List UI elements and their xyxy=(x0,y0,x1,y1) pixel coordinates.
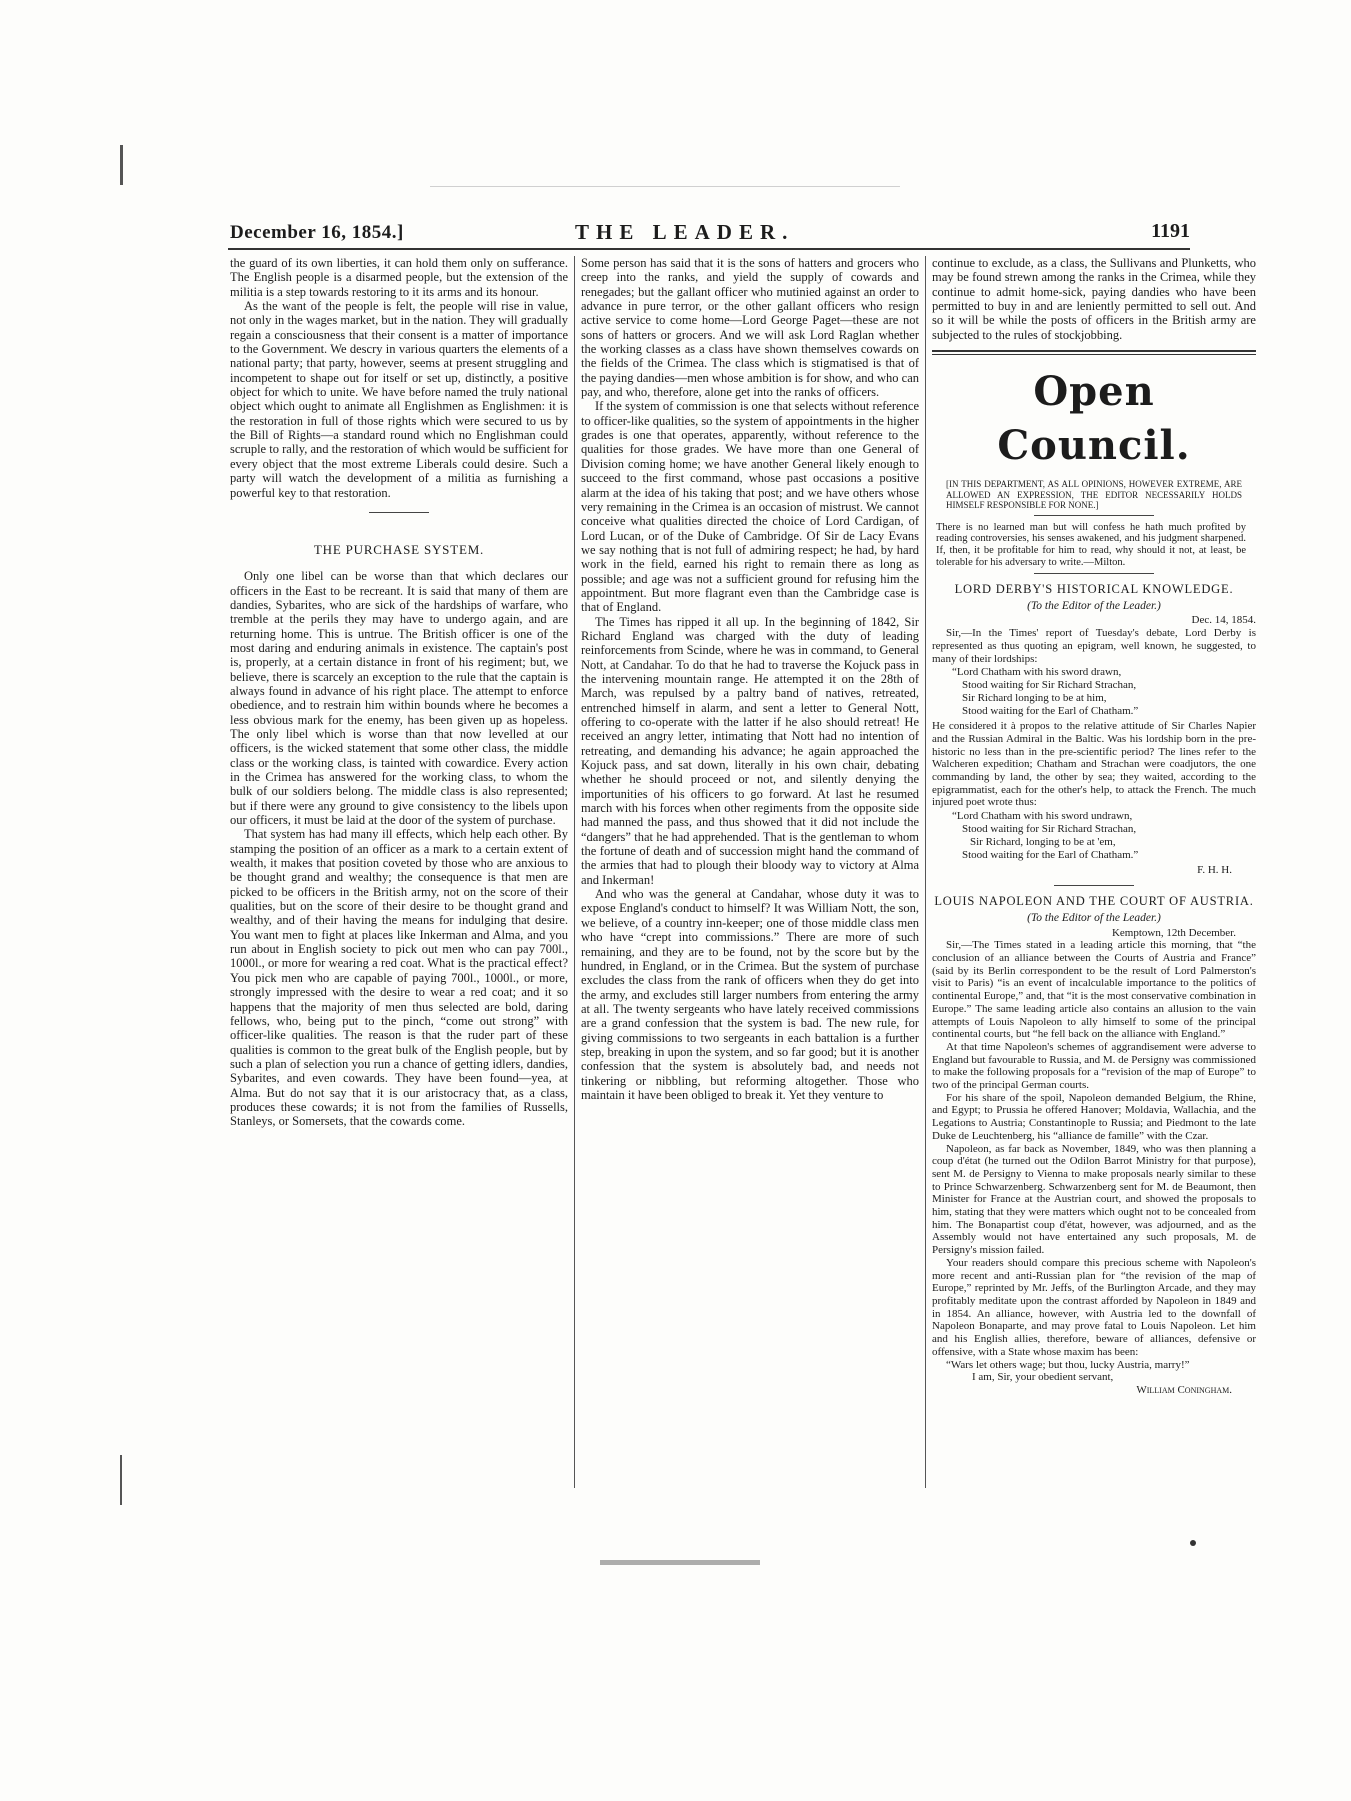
section-divider xyxy=(1054,885,1134,886)
scan-artifact-smudge xyxy=(600,1560,760,1565)
paragraph: Sir,—The Times stated in a leading article this morning, that “the conclusion of an alliance between the Courts of Austria and France” (said by its Berlin correspondent to be the result of Lord Palmerston's visit to Paris) “is an event of incalculable importance to the politics of continental Europe,” and, that “it is the most conservative combination in Europe.” The same leading article also contains an allusion to the vain attempts of Louis Napoleon to ally himself to some of the principal continental courts, but “he fell back on the alliance with England.” xyxy=(932,939,1256,1041)
verse xyxy=(952,810,1256,862)
paragraph: The Times has ripped it all up. In the beginning of 1842, Sir Richard England was charged with the duty of leading reinforcements from Scinde, where he was in command, to General Nott, at Candahar. To do that he had to traverse the Kojuck pass in the intervening mountain range. He attempted it on the 28th of March, was repulsed by a paltry band of natives, retreated, entrenched himself in alarm, and sent a letter to General Nott, offering to co-operate with the latter if he also should retreat! He received an angry letter, intimating that Nott had no intention of retreating, and demanding his advance; he again approached the Kojuck pass, and sat down, literally in his own chair, debating whether he should proceed or not, and silently denying the importunities of his officers to go forward. At last he resumed march with his forces when other regiments from the opposite side had manned the pass, and thus showed that it did not include the “dangers” that he had apprehended. That is the gentleman to whom the fortune of death and of succession might hand the command of the armies that had to plough their bloody way to victory at Alma and Inkerman! xyxy=(581,614,919,887)
verse-line: Stood waiting for the Earl of Chatham.” xyxy=(962,705,1139,718)
letter-signature: William Coningham. xyxy=(1136,1383,1232,1396)
paragraph: At that time Napoleon's schemes of aggrandisement were adverse to England but favourable to Russia, and M. de Persigny was commissioned to make the following proposals for a “revision of the map of Europe” to two of the principal German courts. xyxy=(932,1040,1256,1092)
verse-line: Sir Richard longing to be at him, xyxy=(962,692,1107,705)
letter-signature: F. H. H. xyxy=(1197,864,1232,877)
column-divider xyxy=(574,256,575,1488)
margin-mark-top xyxy=(120,145,123,185)
column-2 xyxy=(581,256,919,1486)
epigraph: There is no learned man but will confess he hath much profited by reading controversies, his senses awakened, and his judgment sharpened. If, then, it be profitable for him to read, why should it not, at least, be tolerable for his adversary to write.—Milton. xyxy=(936,521,1246,568)
letter-date: Kemptown, 12th December. xyxy=(1111,926,1236,939)
masthead xyxy=(230,222,1190,246)
column-3 xyxy=(932,256,1256,1486)
paragraph: Your readers should compare this precious scheme with Napoleon's more recent and anti-Russian plan for “the revision of the map of Europe,” reprinted by Mr. Jeffs, of the Burlington Arcade, and they may profitably meditate upon the contrast afforded by Napoleon in 1849 and in 1854. An alliance, however, with Austria led to the downfall of Napoleon Bonaparte, and may prove fatal to Louis Napoleon. Let him and his English allies, therefore, beware of alliances, defensive or offensive, with a State whose maxim has been: xyxy=(932,1256,1256,1358)
letter-closing: I am, Sir, your obedient servant, xyxy=(972,1371,1114,1384)
column-1 xyxy=(230,256,568,1486)
section-title: Open Council. xyxy=(997,368,1191,470)
verse-line: Stood waiting for Sir Richard Strachan, xyxy=(962,679,1137,692)
letter-date: Dec. 14, 1854. xyxy=(1191,614,1256,627)
letter-heading: LORD DERBY'S HISTORICAL KNOWLEDGE. xyxy=(954,581,1234,596)
paragraph: Some person has said that it is the sons of hatters and grocers who creep into the ranks, and yield the supply of cowards and renegades; but the gallant officer who mutinied against an order to advance in pure terror, or the other gallant officers who resign active service to come home—Lord George Paget—these are not sons of hatters or grocers. And we will ask Lord Raglan whether the working classes as a class have shown themselves cowards on the fields of the Crimea. The class which is stigmatised is that of the paying dandies—men whose ambition is for show, and who can pay, and who, therefore, alone get into the ranks of officers. xyxy=(581,256,919,400)
column-divider xyxy=(925,256,926,1488)
issue-date: December 16, 1854.] xyxy=(230,222,404,243)
paragraph: That system has had many ill effects, which help each other. By stamping the position of an officer as a mark to a certain extent of wealth, it makes that position coveted by those who are anxious to be thought grand and wealthy; the consequence is that men are picked to be officers in the British army, not on the score of their qualities, but on the score of their desire to be thought grand and wealthy, and of their having the means for indulging that desire. You want men to fight at places like Inkerman and Alma, and you run about in English society to pick out men who can pay 700l., 1000l., or more for wearing a red coat. What is the practical effect? You pick men who are capable of paying 700l., 1000l., or more, strongly impressed with the desire to wear a red coat; and it so happens that the majority of men thus selected are bold, daring fellows, who, being put to the pinch, “come out strong” with officer-like qualities. The reason is that the ruder part of these qualities is common to the great bulk of the English people, but by such a plan of selection you run a chance of getting idlers, dandies, Sybarites, and even cowards. They have been found—yea, at Alma. But do not say that it is our aristocracy that, as a class, produces these cowards; it is not from the families of Russells, Stanleys, or Somersets, that the cowards come. xyxy=(230,827,568,1129)
paragraph: And who was the general at Candahar, whose duty it was to expose England's conduct to himself? It was William Nott, the son, we believe, of a country inn-keeper; one of those middle class men who have “crept into commissions.” There are more of such remaining, and they are to be found, not by the score but by the hundred, in England, or in the Crimea. But the system of purchase excludes the class from the rank of officers when they do get into the army, and excludes still larger numbers from entering the army at all. The twenty sergeants who have lately received commissions are a grand confession that the system is bad. The new rule, for giving commissions to two sergeants in each battalion is a further step, breaking in upon the system, and so far good; but it is another confession that the system is absolutely bad, and needs not tinkering or nibbling, but reforming altogether. Those who maintain it have been obliged to break it. Yet they venture to xyxy=(581,887,919,1102)
section-divider xyxy=(1034,515,1154,516)
margin-mark-bottom xyxy=(120,1455,122,1505)
paragraph: Napoleon, as far back as November, 1849, who was then planning a coup d'état (he turned out the Odilon Barrot Ministry for that purpose), sent M. de Persigny to Vienna to make proposals nearly similar to these to Prince Schwarzenberg. Schwarzenberg sent for M. de Beaumont, then Minister for France at the Austrian court, and showed the proposals to him, stating that they were matters which ought not to be concealed from him. The Bonapartist coup d'état, however, was adjourned, and as the Assembly would not have entertained any such proposals, M. de Persigny's mission failed. xyxy=(932,1142,1256,1257)
verse-line: “Lord Chatham with his sword drawn, xyxy=(952,666,1122,679)
newspaper-title: THE LEADER. xyxy=(575,220,795,244)
paragraph: continue to exclude, as a class, the Sullivans and Plunketts, who may be found strewn among the ranks in the Crimea, while they continue to admit home-sick, paying dandies who have been permitted to buy in and are leniently permitted to sell out. And so it will be while the posts of officers in the British army are subjected to the rules of stockjobbing. xyxy=(932,256,1256,342)
letter-heading: LOUIS NAPOLEON AND THE COURT OF AUSTRIA. xyxy=(934,893,1254,908)
paragraph: Sir,—In the Times' report of Tuesday's debate, Lord Derby is represented as thus quoting an epigram, well known, he suggested, to many of their lordships: xyxy=(932,627,1256,665)
verse-line: Stood waiting for Sir Richard Strachan, xyxy=(962,823,1137,836)
masthead-rule xyxy=(228,248,1190,250)
page-number: 1191 xyxy=(1151,220,1190,242)
verse-line: Stood waiting for the Earl of Chatham.” xyxy=(962,849,1139,862)
letter-subhead: (To the Editor of the Leader.) xyxy=(1027,599,1161,612)
scan-artifact-line xyxy=(430,186,900,187)
section-divider xyxy=(1034,573,1154,574)
article-heading: THE PURCHASE SYSTEM. xyxy=(313,541,485,557)
section-divider xyxy=(369,512,429,513)
verse-line: “Lord Chatham with his sword undrawn, xyxy=(952,810,1133,823)
letter-subhead: (To the Editor of the Leader.) xyxy=(1027,911,1161,924)
paragraph: Only one libel can be worse than that which declares our officers in the East to be recreant. It is said that many of them are dandies, Sybarites, who are sick of the hardships of warfare, who tremble at the perils they may have to undergo again, and are returning home. This is untrue. The British officer is one of the most daring and enduring animals in existence. The captain's post is, properly, at a certain distance in front of his regiment; but, we believe, there is scarcely an exception to the rule that the captain is always found in advance of his right place. The attempt to enforce obedience, and to restrain him within bounds where he becomes a less obvious mark for the enemy, has been given up as hopeless. The only libel which is worse than that now levelled at our officers, is the wicked statement that some other class, the middle class or the working class, is tainted with cowardice. Every action in the Crimea has answered for the working class, to whom the bulk of our soldiers belong. The middle class is also represented; but if there were any ground to give consistency to the libels upon our officers, it must be laid at the door of the system of purchase. xyxy=(230,569,568,828)
paragraph: the guard of its own liberties, it can hold them only on sufferance. The English people is a disarmed people, but the extension of the militia is a step towards restoring to it its arms and its honour. xyxy=(230,256,568,299)
scan-artifact-dot xyxy=(1190,1540,1196,1546)
section-divider xyxy=(932,350,1256,355)
quotation: “Wars let others wage; but thou, lucky Austria, marry!” xyxy=(946,1358,1190,1371)
paragraph: He considered it à propos to the relative attitude of Sir Charles Napier and the Russian Admiral in the Baltic. Was his lordship born in the pre-historic no less than in the pre-scientific period? The lines refer to the Walcheren expedition; Chatham and Strachan were coadjutors, the one commanding by land, the other by sea; they waited, according to the epigrammatist, each for the other's help, to attack the French. The much injured poet wrote thus: xyxy=(932,720,1256,809)
paragraph: If the system of commission is one that selects without reference to officer-like qualities, so the system of appointments in the higher grades is one that operates, apparently, without reference to the qualities for those grades. We have more than one General of Division coming home; we have another General likely enough to succeed to the first command, whose past occasions a positive alarm at the idea of his taking that post; and we have others whose very remaining in the Crimea is an occasion of mistrust. We cannot conceive what qualities directed the choice of Lord Cardigan, of Lord Lucan, or of the Duke of Cambridge. Of Sir de Lacy Evans we say nothing that is not full of admiring respect; he had, by hard work in the field, earned his right to remain there as long as possible; and age was not a sufficient ground for refusing him the appointment. But more flagrant even than the Cambridge case is that of England. xyxy=(581,399,919,615)
editorial-note: [IN THIS DEPARTMENT, AS ALL OPINIONS, HOWEVER EXTREME, ARE ALLOWED AN EXPRESSION, THE EDITOR NECESSARILY HOLDS HIMSELF RESPONSIBLE FOR NONE.] xyxy=(946,479,1242,511)
verse-line: Sir Richard, longing to be at 'em, xyxy=(970,836,1116,849)
verse xyxy=(952,666,1256,718)
paragraph: As the want of the people is felt, the people will rise in value, not only in the wages market, but in the nation. They will gradually regain a consciousness that their consent is a matter of importance to the Government. We descry in various quarters the elements of a national party; that party, however, seems at present struggling and incompetent to shape out for itself or set up, distinctly, a positive object for which to unite. We have before named the truly national object which ought to animate all Englishmen as Englishmen: it is the restoration in full of those rights which were secured to us by the Bill of Rights—a standard round which no Englishman could scruple to rally, and the restoration of which would be sufficient for every object that the most extreme Liberals could desire. Such a party will watch the development of a militia as furnishing a powerful key to that restoration. xyxy=(230,299,568,500)
paragraph: For his share of the spoil, Napoleon demanded Belgium, the Rhine, and Egypt; to Prussia he offered Hanover; Moldavia, Wallachia, and the Legations to Austria; Constantinople to Russia; and Piedmont to the late Duke de Leuchtenberg, his “alliance de famille” with the Czar. xyxy=(932,1091,1256,1142)
